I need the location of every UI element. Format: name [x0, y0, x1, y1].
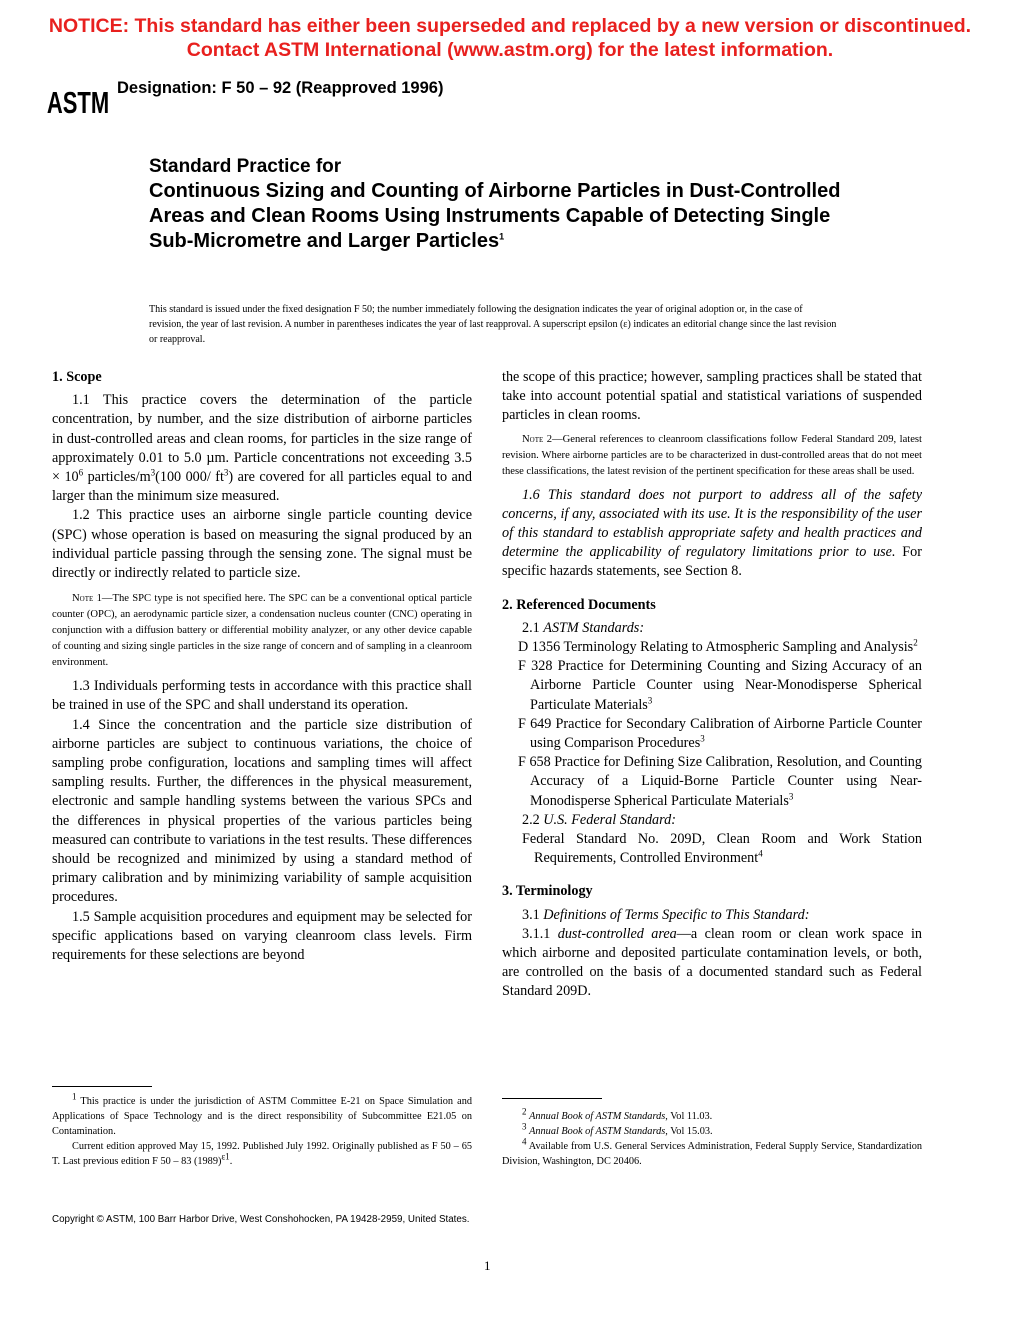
footnote-rule-right	[502, 1098, 602, 1099]
right-column	[502, 368, 922, 1002]
para-1-4: 1.4 Since the concentration and the particle size distribution of airborne particles are subject to continuous variations, the choice of sampling probe configuration, locations and sampling times will affect sampling results. Further, the differences in the physical measurement, electronic and sample handling systems between the various SPCs and the differences in physical properties of the various particles being measured can contribute to variations in the test results. These differences should be recognized and minimized by using a standard method of primary calibration and by minimizing variability of sample acquisition procedures.	[52, 716, 472, 906]
para-1-2: 1.2 This practice uses an airborne single particle counting device (SPC) whose operation is based on measuring the signal produced by an individual particle passing through the sensing zone. The signal must be directly or indirectly related to particle size.	[52, 507, 472, 582]
para-3-1-1: 3.1.1 dust-controlled area—a clean room or clean work space in which airborne and deposited particulate contamination levels, or both, are controlled on the basis of a documented standard such as Federal Standard 209D.	[502, 925, 922, 1000]
para-1-1: 1.1 This practice covers the determination of the particle concentration, by number, and the size distribution of airborne particles in dust-controlled areas and clean rooms, for particles in the size range of approximately 0.01 to 5.0 µm. Particle concentrations not exceeding $3.5 \times 10^6$ particles/$m^3(100$ 000/ $ft^3$) are covered for all particles equal to and larger than the minimum size measured.	[52, 392, 472, 505]
issue-note: This standard is issued under the fixed designation F 50; the number immediately following the designation indicates the year of original adoption or, in the case of revision, the year of last revision. A number in parentheses indicates the year of last reapproval. A superscript epsilon (ε) indicates an editorial change since the last revision or reapproval.	[149, 304, 837, 345]
astm-logo-icon	[46, 78, 110, 120]
para-1-3: 1.3 Individuals performing tests in accordance with this practice shall be trained in use of the SPC and shall understand its operation.	[52, 678, 472, 714]
notice-line-1: NOTICE: This standard has either been superseded and replaced by a new version or discontinued.	[48, 15, 972, 37]
page-number: 1	[484, 1258, 491, 1273]
para-3-1: 3.1 Definitions of Terms Specific to This Standard:	[522, 906, 810, 923]
para-1-6: 1.6 This standard does not purport to address all of the safety concerns, if any, associated with its use. It is the responsibility of the user of this standard to establish appropriate safety and health practices and determine the applicability of regulatory limitations prior to use. For specific hazards statements, see Section 8.	[502, 486, 922, 580]
footnote-1: $^1$ This practice is under the jurisdiction of ASTM Committee E-21 on Space Simulation and Applications of Space Technology and is the direct responsibility of Subcommittee E21.05 on Contamination.	[52, 1091, 472, 1137]
logo-text: ASTM	[46, 85, 110, 120]
left-column	[52, 368, 472, 965]
terminology-heading: 3. Terminology	[502, 883, 593, 900]
referenced-documents-heading: 2. Referenced Documents	[502, 596, 656, 613]
page-title	[149, 179, 869, 254]
title-prefix: Standard Practice for	[149, 156, 342, 177]
note-1: Note 1—The SPC type is not specified here. The SPC can be a conventional optical particle counter (OPC), an aerodynamic particle sizer, a condensation nucleus counter (CNC) operating in conjunction with a diffusion battery or differential mobility analyzer, or any other device capable of counting and sizing single particles in the size range of concern and of sampling in a cleanroom environment.	[52, 593, 472, 669]
copyright: Copyright © ASTM, 100 Barr Harbor Drive, West Conshohocken, PA 19428-2959, United States.	[52, 1214, 470, 1225]
notice-banner	[0, 14, 1020, 62]
scope-heading: 1. Scope	[52, 369, 102, 385]
para-2-1: 2.1 ASTM Standards:	[522, 619, 645, 636]
ref-fed-std: Federal Standard No. 209D, Clean Room and Work Station Requirements, Controlled Environment$^4$	[522, 831, 922, 867]
para-2-2: 2.2 U.S. Federal Standard:	[522, 811, 676, 828]
footnote-4: $^4$ Available from U.S. General Services Administration, Federal Supply Service, Standardization Division, Washington, DC 20406.	[502, 1136, 922, 1167]
para-1-5: 1.5 Sample acquisition procedures and equipment may be selected for specific applications based on varying cleanroom class levels. Firm requirements for these selections are beyond	[52, 908, 472, 964]
para-1-5-continued: the scope of this practice; however, sampling practices shall be stated that take into account potential spatial and statistical variations of suspended particles in clean rooms.	[502, 369, 922, 424]
ref-f649: F 649 Practice for Secondary Calibration of Airborne Particle Counter using Comparison Procedures$^3$	[518, 715, 922, 752]
footnotes-left	[52, 1091, 472, 1169]
footnotes-right	[502, 1106, 922, 1169]
title-text: Continuous Sizing and Counting of Airborne Particles in Dust-Controlled Areas and Clean Rooms Using Instruments Capable of Detecting Single Sub-Micrometre and Larger Particles	[149, 180, 841, 252]
footnote-2: $^2$ Annual Book of ASTM Standards, Vol 11.03.	[522, 1106, 713, 1122]
title-block	[149, 155, 869, 254]
ref-f658: F 658 Practice for Defining Size Calibration, Resolution, and Counting Accuracy of a Liquid-Borne Particle Counter using Near-Monodisperse Spherical Particulate Materials$^3$	[518, 754, 922, 809]
footnote-1-edition: Current edition approved May 15, 1992. Published July 1992. Originally published as F 50 – 65 T. Last previous edition F 50 – 83 $(1989)^{\varepsilon 1}$.	[52, 1141, 472, 1167]
note-2: Note 2—General references to cleanroom classifications follow Federal Standard 209, latest revision. Where airborne particles are to be characterized in dust-controlled areas that do not meet these classifications, the latest revision of the pertinent specification for these areas shall be used.	[502, 433, 922, 477]
ref-f328: F 328 Practice for Determining Counting and Sizing Accuracy of an Airborne Particle Counter using Near-Monodisperse Spherical Particulate Materials$^3$	[518, 658, 922, 713]
footnote-rule-left	[52, 1086, 152, 1087]
ref-d1356: D 1356 Terminology Relating to Atmospheric Sampling and Analysis$^2$	[518, 637, 918, 656]
designation: Designation: F 50 – 92 (Reapproved 1996)	[117, 79, 444, 97]
notice-line-2: Contact ASTM International (www.astm.org) for the latest information.	[186, 39, 834, 61]
footnote-3: $^3$ Annual Book of ASTM Standards, Vol 15.03.	[522, 1121, 713, 1137]
title-footnote-ref: 1	[499, 231, 505, 242]
